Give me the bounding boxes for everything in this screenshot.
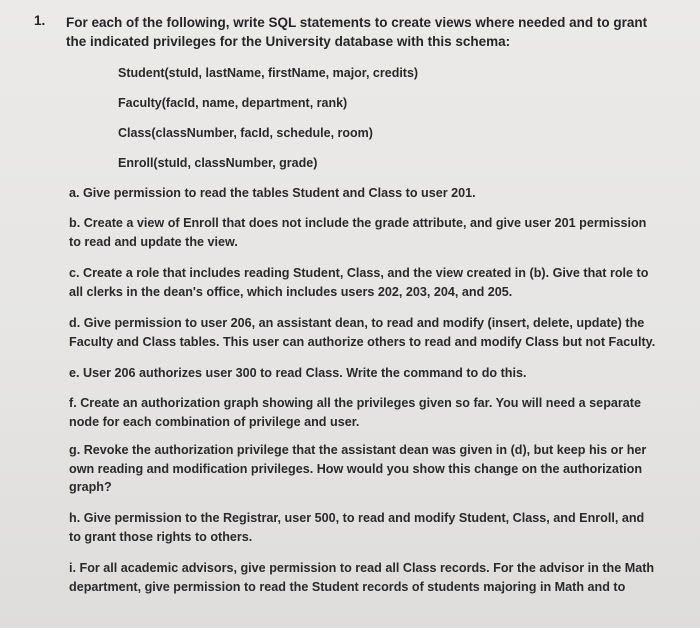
item-h: h. Give permission to the Registrar, user 500, to read and modify Student, Class, and Enroll, and to grant those rights to others. [69, 511, 645, 544]
item-e: e. User 206 authorizes user 300 to read Class. Write the command to do this. [69, 366, 527, 380]
item-b: b. Create a view of Enroll that does not include the grade attribute, and give user 201 permission to read and update the view. [69, 216, 647, 249]
item-d: d. Give permission to user 206, an assistant dean, to read and modify (insert, delete, update) the Faculty and Class tables. This user can authorize others to read and modify Class but not Faculty. [69, 316, 656, 349]
item-c: c. Create a role that includes reading Student, Class, and the view created in (b). Give that role to all clerks in the dean's office, which includes users 202, 203, 204, and 205. [69, 266, 649, 299]
item-g: g. Revoke the authorization privilege that the assistant dean was given in (d), but keep his or her own reading and modification privileges. How would you show this change on the authorization graph? [69, 443, 647, 494]
schema-enroll: Enroll(stuId, classNumber, grade) [118, 156, 318, 170]
item-a: a. Give permission to read the tables Student and Class to user 201. [69, 186, 476, 200]
schema-student: Student(stuId, lastName, firstName, major, credits) [118, 66, 419, 80]
schema-faculty: Faculty(facId, name, department, rank) [118, 96, 348, 110]
question-intro: For each of the following, write SQL statements to create views where needed and to grant the indicated privileges for the University database with this schema: [66, 15, 648, 49]
item-i: i. For all academic advisors, give permission to read all Class records. For the advisor in the Math department, give permission to read the Student records of students majoring in Math and to [69, 561, 655, 594]
item-f: f. Create an authorization graph showing all the privileges given so far. You will need a separate node for each combination of privilege and user. [69, 396, 641, 429]
question-number: 1. [34, 13, 46, 28]
schema-class: Class(classNumber, facId, schedule, room) [118, 126, 373, 140]
